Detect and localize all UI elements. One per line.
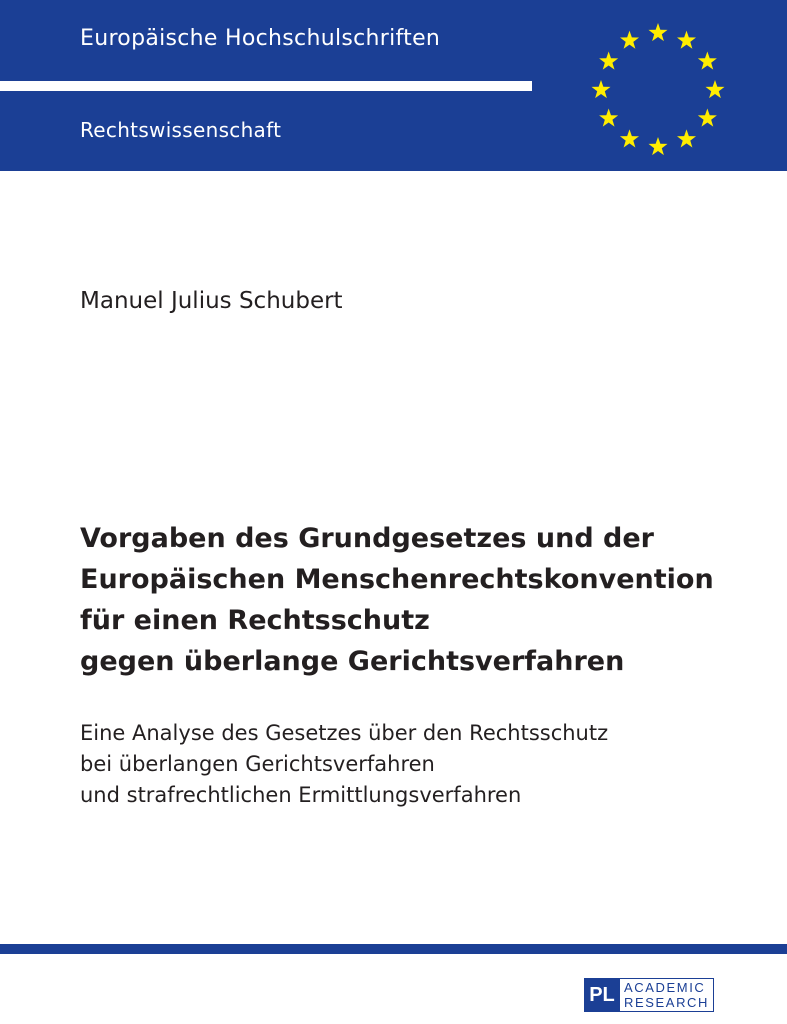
subtitle-line: und strafrechtlichen Ermittlungsverfahren: [80, 783, 522, 807]
subtitle-line: Eine Analyse des Gesetzes über den Rechtsschutz: [80, 721, 609, 745]
title-line: für einen Rechtsschutz: [80, 605, 430, 636]
eu-stars-icon: [580, 12, 736, 168]
publisher-line-1: ACADEMIC: [624, 980, 706, 995]
publisher-wordmark: [620, 978, 714, 1012]
star-icon: [698, 109, 717, 127]
star-icon: [698, 52, 717, 70]
book-subtitle: [80, 718, 608, 811]
star-icon: [620, 31, 639, 49]
star-icon: [677, 129, 696, 147]
star-icon: [620, 129, 639, 147]
publisher-logo: [584, 978, 714, 1012]
star-icon: [705, 80, 724, 98]
book-title: [80, 518, 714, 682]
publisher-mark: PL: [584, 978, 620, 1012]
star-icon: [677, 31, 696, 49]
subtitle-line: bei überlangen Gerichtsverfahren: [80, 752, 435, 776]
author-name: Manuel Julius Schubert: [80, 288, 343, 314]
publisher-line-2: RESEARCH: [624, 995, 710, 1010]
header-divider-stripe: [0, 81, 532, 91]
star-icon: [599, 52, 618, 70]
title-line: Europäischen Menschenrechtskonvention: [80, 564, 714, 595]
title-line: Vorgaben des Grundgesetzes und der: [80, 523, 655, 554]
star-icon: [591, 80, 610, 98]
subseries-title: Rechtswissenschaft: [80, 118, 282, 142]
star-icon: [599, 109, 618, 127]
series-title: Europäische Hochschulschriften: [80, 26, 441, 51]
star-icon: [648, 23, 667, 41]
star-icon: [648, 137, 667, 155]
footer-divider-bar: [0, 944, 787, 954]
title-line: gegen überlange Gerichtsverfahren: [80, 646, 625, 677]
series-header-band: [0, 0, 787, 171]
